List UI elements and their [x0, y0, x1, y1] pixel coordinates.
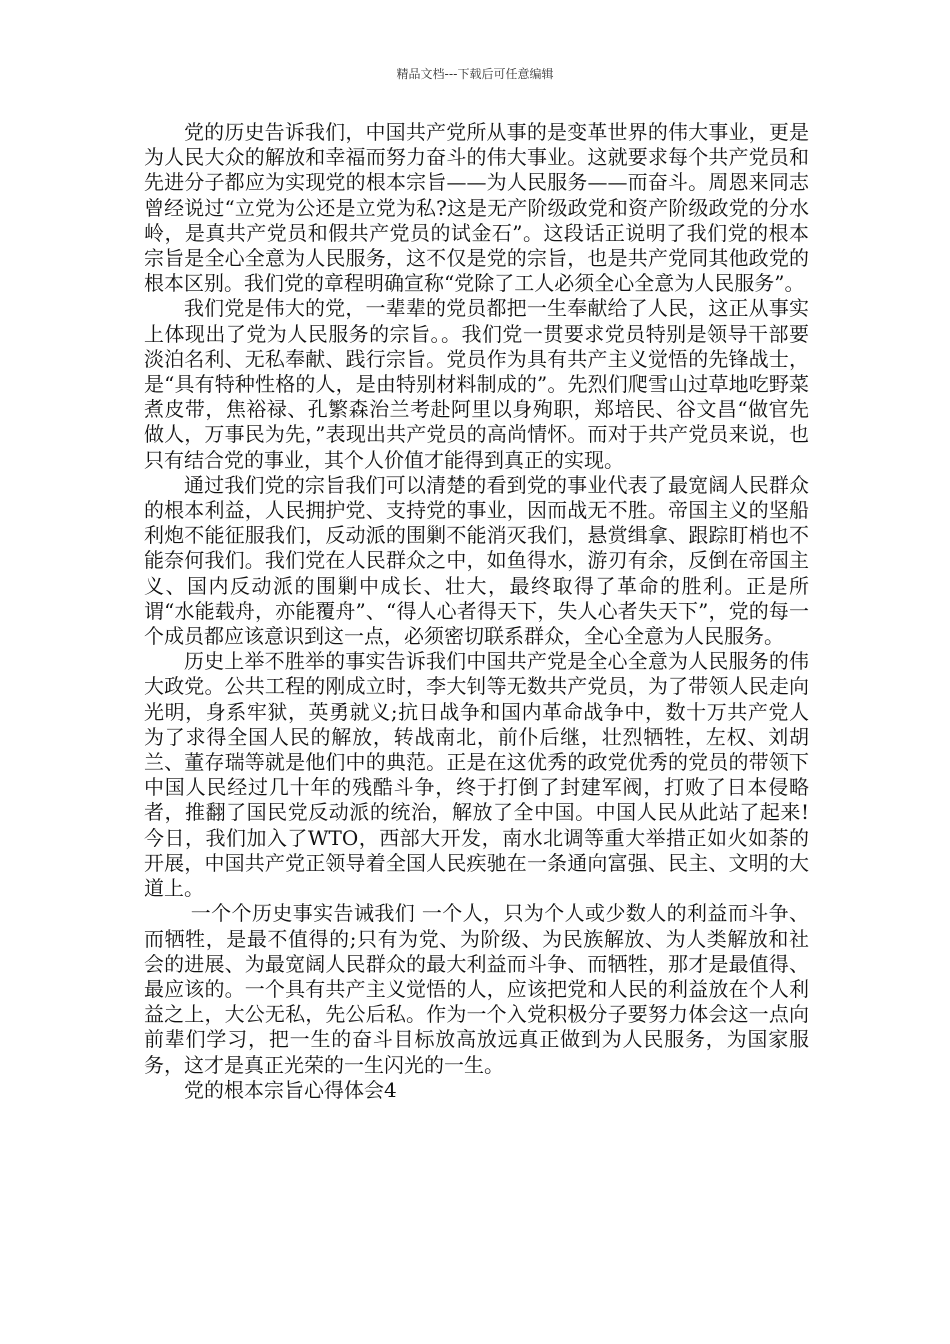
- paragraph-2: 我们党是伟大的党，一辈辈的党员都把一生奉献给了人民，这正从事实上体现出了党为人民服务的宗旨。。我们党一贯要求党员特别是领导干部要淡泊名利、无私奉献、践行宗旨。党员作为具有共产主义觉悟的先锋战士，是“具有特种性格的人，是由特别材料制成的”。先烈们爬雪山过草地吃野菜煮皮带，焦裕禄、孔繁森治兰考赴阿里以身殉职，郑培民、谷文昌“做官先做人，万事民为先，”表现出共产党员的高尚情怀。而对于共产党员来说，也只有结合党的事业，其个人价值才能得到真正的实现。: [144, 296, 809, 472]
- document-body: [144, 120, 809, 1103]
- paragraph-4: 历史上举不胜举的事实告诉我们中国共产党是全心全意为人民服务的伟大政党。公共工程的刚成立时，李大钊等无数共产党员，为了带领人民走向光明，身系牢狱，英勇就义;抗日战争和国内革命战争中，数十万共产党人为了求得全国人民的解放，转战南北，前仆后继，壮烈牺牲，左权、刘胡兰、董存瑞等就是他们中的典范。正是在这优秀的政党优秀的党员的带领下中国人民经过几十年的残酷斗争，终于打倒了封建军阀，打败了日本侵略者，推翻了国民党反动派的统治，解放了全中国。中国人民从此站了起来!今日，我们加入了WTO，西部大开发，南水北调等重大举措正如火如荼的开展，中国共产党正领导着全国人民疾驰在一条通向富强、民主、文明的大道上。: [144, 649, 809, 901]
- section-heading: 党的根本宗旨心得体会4: [184, 1077, 397, 1102]
- paragraph-1: 党的历史告诉我们，中国共产党所从事的是变革世界的伟大事业，更是为人民大众的解放和幸福而努力奋斗的伟大事业。这就要求每个共产党员和先进分子都应为实现党的根本宗旨——为人民服务——而奋斗。周恩来同志曾经说过“立党为公还是立党为私?这是无产阶级政党和资产阶级政党的分水岭，是真共产党员和假共产党员的试金石”。这段话正说明了我们党的根本宗旨是全心全意为人民服务，这不仅是党的宗旨，也是共产党同其他政党的根本区别。我们党的章程明确宣称“党除了工人必须全心全意为人民服务”。: [144, 120, 809, 296]
- paragraph-5: 一个个历史事实告诫我们 一个人，只为个人或少数人的利益而斗争、而牺牲，是最不值得的;只有为党、为阶级、为民族解放、为人类解放和社会的进展、为最宽阔人民群众的最大利益而斗争、而牺牲，那才是最值得、最应该的。一个具有共产主义觉悟的人，应该把党和人民的利益放在个人利益之上，大公无私，先公后私。作为一个入党积极分子要努力体会这一点向前辈们学习，把一生的奋斗目标放高放远真正做到为人民服务，为国家服务，这才是真正光荣的一生闪光的一生。: [144, 901, 810, 1077]
- page-header: 精品文档---下载后可任意编辑: [396, 67, 554, 81]
- paragraph-3: 通过我们党的宗旨我们可以清楚的看到党的事业代表了最宽阔人民群众的根本利益，人民拥护党、支持党的事业，因而战无不胜。帝国主义的坚船利炮不能征服我们，反动派的围剿不能消灭我们，悬赏缉拿、跟踪盯梢也不能奈何我们。我们党在人民群众之中，如鱼得水，游刃有余，反倒在帝国主义、国内反动派的围剿中成长、壮大，最终取得了革命的胜利。正是所谓“水能载舟，亦能覆舟”、“得人心者得天下，失人心者失天下”，党的每一个成员都应该意识到这一点，必须密切联系群众，全心全意为人民服务。: [144, 472, 809, 649]
